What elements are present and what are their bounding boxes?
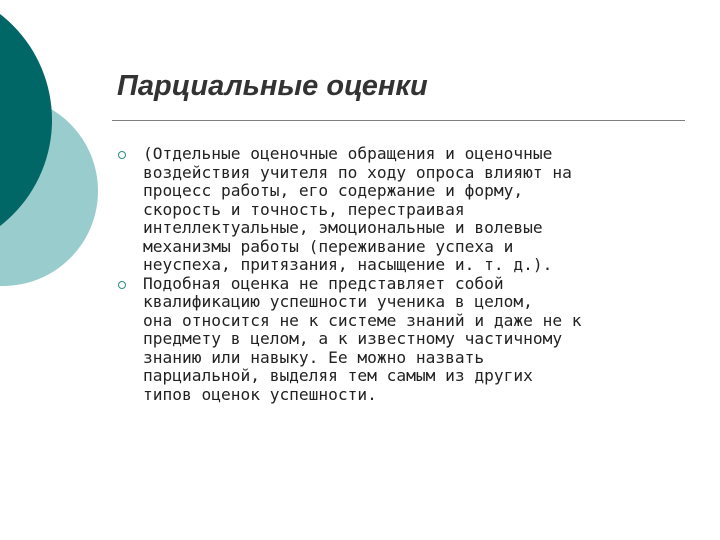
title-divider (112, 120, 685, 121)
bullet-list (0, 145, 688, 404)
bullet-item (0, 145, 688, 275)
bullet-text: Подобная оценка не представляет собой квалификацию успешности ученика в целом, она относится не к системе знаний и даже не к предмету в целом, а к известному частичному знанию или навыку. Ее можно назвать парциальной, выделяя тем самым из других типов оценок успешности. (143, 273, 582, 404)
slide-title: Парциальные оценки (117, 70, 428, 102)
bullet-text: (Отдельные оценочные обращения и оценочные воздействия учителя по ходу опроса влияют на процесс работы, его содержание и форму, скорость и точность, перестраивая интеллектуальные, эмоциональные и волевые механизмы работы (переживание успеха и неуспеха, притязания, насыщение и. т. д.). (143, 144, 572, 274)
bullet-item (0, 275, 688, 405)
hollow-circle-icon (118, 151, 126, 159)
hollow-circle-icon (118, 281, 126, 289)
